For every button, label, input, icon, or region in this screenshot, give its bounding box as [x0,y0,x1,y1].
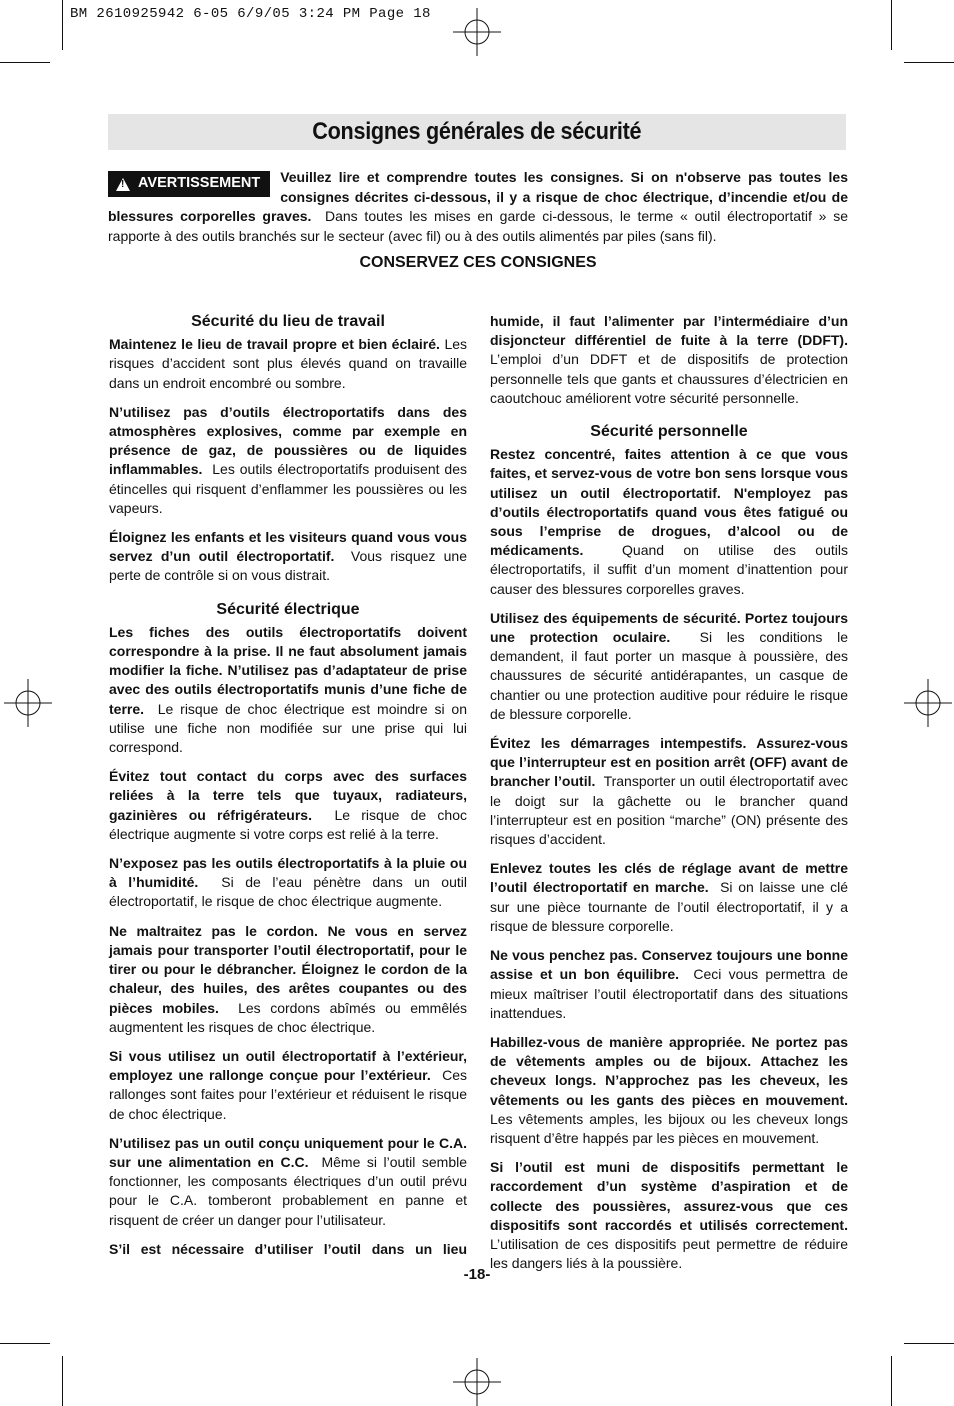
crop-mark [904,62,954,63]
section-heading-work-area: Sécurité du lieu de travail [191,313,385,330]
paragraph-text: Les risques d’accident sont plus élevés quand on travaille dans un endroit encombré ou sombre. [109,336,468,391]
warning-block [108,168,848,246]
paragraph-bold: S’il est nécessaire d’utiliser l’outil dans un lieu [109,1240,467,1257]
paragraph [109,335,467,393]
section-heading-personal: Sécurité personnelle [590,423,748,441]
paragraph-text: Quand on utilise des outils électroportatifs, il suffit d’un moment d’inattention pour causer des blessures corporelles graves. [490,542,848,597]
warning-triangle-icon [116,178,130,191]
paragraph [109,623,467,757]
warning-badge-label: AVERTISSEMENT [138,175,261,192]
paragraph-bold: Enlevez toutes les clés de réglage avant de mettre l’outil électroportatif en marche. [490,860,848,896]
paragraph-bold: Si l’outil est muni de dispositifs permettant le raccordement d’un système d’aspiration et de collecte des poussières, assurez-vous que ces dispositifs sont raccordés et utilisés correctement. [490,1159,848,1233]
registration-mark-icon [453,1358,501,1406]
warning-text: Dans toutes les mises en garde ci-dessous, le terme « outil électroportatif » se rapporte à des outils branchés sur le secteur (avec fil) ou à des outils alimentés par piles (sans fil). [108,208,849,244]
paragraph [109,528,467,586]
paragraph [109,922,467,1037]
paragraph-bold: N’exposez pas les outils électroportatifs à la pluie ou à l’humidité. [109,855,467,891]
paragraph [490,734,848,849]
paragraph [490,1158,848,1273]
paragraph [490,946,848,1023]
crop-mark [0,62,50,63]
paragraph-text: L’utilisation de ces dispositifs peut permettre de réduire les dangers liés à la poussière. [490,1235,848,1272]
registration-mark-icon [4,679,52,727]
paragraph [109,767,467,844]
crop-mark [891,0,892,50]
paragraph-text: Ceci vous permettra de mieux maîtriser l’outil électroportatif dans des situations inattendues. [490,966,849,1021]
paragraph-text: Si on laisse une clé sur une pièce tournante de l’outil électroportatif, il y a risque de blessure corporelle. [490,879,849,934]
paragraph [490,445,848,599]
paragraph-bold: Évitez tout contact du corps avec des surfaces reliées à la terre tels que tuyaux, radiateurs, gazinières ou réfrigérateurs. [109,768,467,823]
left-column [109,312,467,1269]
paragraph-bold: Restez concentré, faites attention à ce que vous faites, et servez-vous de votre bon sens lorsque vous utilisez un outil électroportatif. N'employez pas d’outils électroportatifs quand vous êtes fatigué ou sous l’emprise de drogues, d’alcool ou de médicaments. [490,446,848,559]
paragraph-bold: Ne vous penchez pas. Conservez toujours une bonne assise et un bon équilibre. [490,947,848,983]
warning-bold-text: Veuillez lire et comprendre toutes les consignes. Si on n'observe pas toutes les consignes décrites ci-dessous, il y a risque de choc électrique, d’incendie et/ou de blessures corporelles graves. [108,169,848,225]
page-title: Consignes générales de sécurité [312,118,642,145]
registration-mark-icon [453,8,501,56]
paragraph-text: Le risque de choc électrique est moindre si on utilise une fiche non modifiée sur une prise qui lui correspond. [109,700,468,756]
paragraph-bold: Éloignez les enfants et les visiteurs quand vous vous servez d’un outil électroportatif. [109,529,467,565]
paragraph [490,609,848,724]
paragraph-bold: Les fiches des outils électroportatifs doivent correspondre à la prise. Il ne faut absolument jamais modifier la fiche. N’utilisez pas d’adaptateur de prise avec des outils électroportatifs munis d’une fiche de terre. [109,623,467,717]
paragraph-bold: Habillez-vous de manière appropriée. Ne portez pas de vêtements amples ou de bijoux. Attachez les cheveux longs. N’approchez pas les cheveux, les vêtements ou les gants des pièces en mouvement. [490,1033,848,1108]
paragraph [490,312,848,408]
paragraph [109,1240,467,1259]
paragraph-text: Si de l’eau pénètre dans un outil électroportatif, le risque de choc électrique augmente. [109,874,467,910]
print-slug: BM 2610925942 6-05 6/9/05 3:24 PM Page 18 [70,6,431,22]
paragraph [109,854,467,912]
title-band [108,114,846,150]
paragraph [490,859,848,936]
paragraph-text: Transporter un outil électroportatif avec le doigt sur la gâchette ou le brancher quand l’interrupteur est en position “marche” (ON) présente des risques d’accident. [490,773,848,848]
page-number: -18- [463,1266,491,1283]
paragraph-text: Les vêtements amples, les bijoux ou les cheveux longs risquent d’être happés par les pièces en mouvement. [490,1110,848,1146]
paragraph-bold: Si vous utilisez un outil électroportatif à l’extérieur, employez une rallonge conçue pour l’extérieur. [109,1047,467,1084]
paragraph-text: L’emploi d’un DDFT et de dispositifs de protection personnelle tels que gants et chaussures d’électricien en caoutchouc améliorent votre sécurité personnelle. [490,351,848,406]
keep-instructions-heading: CONSERVEZ CES CONSIGNES [359,254,597,271]
paragraph-bold: Utilisez des équipements de sécurité. Portez toujours une protection oculaire. [490,609,848,646]
paragraph-text: Vous risquez une perte de contrôle si on vous distrait. [109,548,468,584]
paragraph-text: Les outils électroportatifs produisent des étincelles qui risquent d’enflammer les poussières ou les vapeurs. [109,461,468,516]
paragraph-text: Même si l’outil semble fonctionner, les composants électriques d’un outil prévu pour le C.A. tomberont probablement en panne et risquent de créer un danger pour l’utilisateur. [109,1153,468,1228]
paragraph-bold: Maintenez le lieu de travail propre et bien éclairé. [109,336,440,353]
paragraph [109,1047,467,1124]
paragraph-text: Si les conditions le demandent, il faut porter un masque à poussière, des chaussures de sécurité antidérapantes, un casque de chantier ou une protection auditive pour réduire le risque de blessure corporelle. [490,629,848,722]
paragraph-bold: humide, il faut l’alimenter par l’intermédiaire d’un disjoncteur différentiel de fuite à la terre (DDFT). [490,313,848,349]
crop-mark [62,1356,63,1406]
paragraph-bold: Évitez les démarrages intempestifs. Assurez-vous que l’interrupteur est en position arrêt (OFF) avant de brancher l’outil. [490,735,848,790]
crop-mark [0,1343,50,1344]
registration-mark-icon [904,679,952,727]
warning-badge [108,171,270,197]
section-heading-electrical: Sécurité électrique [216,600,360,618]
paragraph [109,403,467,518]
right-column [490,312,848,1283]
crop-mark [891,1356,892,1406]
paragraph-bold: N’utilisez pas un outil conçu uniquement pour le C.A. sur une alimentation en C.C. [109,1134,467,1170]
paragraph-text: Les cordons abîmés ou emmêlés augmentent les risques de choc électrique. [109,999,468,1035]
paragraph [109,1134,467,1230]
paragraph-bold: N’utilisez pas d’outils électroportatifs dans des atmosphères explosives, comme par exemple en présence de gaz, de poussières ou de liquides inflammables. [109,403,467,478]
crop-mark [62,0,63,50]
paragraph-text: Le risque de choc électrique augmente si votre corps est relié à la terre. [109,806,467,842]
paragraph [490,1033,848,1148]
crop-mark [904,1343,954,1344]
paragraph-text: Ces rallonges sont faites pour l’extérieur et réduisent le risque de choc électrique. [109,1067,467,1122]
paragraph-bold: Ne maltraitez pas le cordon. Ne vous en servez jamais pour transporter l’outil électroportatif, pour le tirer ou pour le débrancher. Éloignez le cordon de la chaleur, des huiles, des arêtes coupantes ou des pièces mobiles. [109,922,467,1016]
